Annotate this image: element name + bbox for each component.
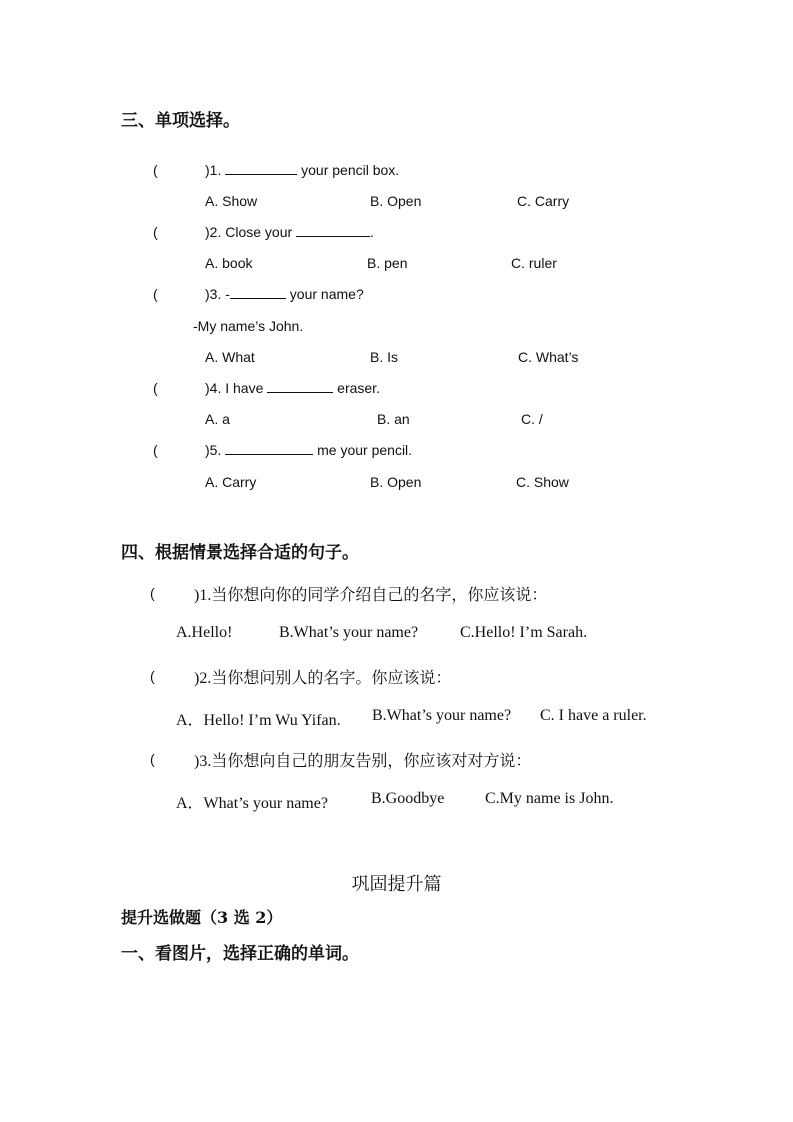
scenario-question-2 — [194, 665, 451, 688]
question-prompt: 当你想向自己的朋友告别，你应该对对方说： — [211, 753, 532, 770]
question-4 — [205, 380, 380, 396]
option-a: A. What — [205, 349, 255, 365]
option-c: C.My name is John. — [485, 790, 614, 807]
option-c: C. / — [521, 411, 543, 427]
question-number: )3. — [194, 753, 212, 770]
question-number: )1. — [194, 587, 212, 604]
part-subtitle: 提升选做题（3 选 2） — [121, 908, 283, 927]
answer-blank[interactable] — [230, 286, 286, 299]
answer-paren-open: ( — [150, 751, 155, 767]
question-number: )3. — [205, 286, 222, 302]
question-text-after: your name? — [285, 286, 364, 302]
dialog-reply: -My name’s John. — [193, 318, 304, 334]
option-b: B. Open — [370, 474, 422, 490]
question-1 — [205, 162, 399, 178]
question-5 — [205, 442, 412, 458]
option-b: B.What’s your name? — [279, 624, 419, 641]
question-text-before: I have — [225, 380, 268, 396]
option-a: A. Carry — [205, 474, 257, 490]
answer-paren-open: ( — [150, 668, 155, 684]
answer-paren-open: ( — [153, 380, 158, 396]
option-c: C.Hello! I’m Sarah. — [460, 624, 588, 641]
option-a: A. a — [205, 411, 230, 427]
question-number: )1. — [205, 162, 222, 178]
section1-title: 一、看图片，选择正确的单词。 — [121, 944, 359, 964]
answer-paren-open: ( — [153, 442, 158, 458]
option-c: C. I have a ruler. — [540, 707, 647, 724]
option-a: A．What’s your name? — [176, 795, 328, 812]
option-a: A. Show — [205, 193, 258, 209]
scenario-question-1 — [194, 582, 547, 605]
question-text-after: eraser. — [333, 380, 380, 396]
option-c: C. ruler — [511, 255, 557, 271]
option-a: A.Hello! — [176, 624, 233, 641]
option-b: B.Goodbye — [371, 790, 445, 807]
question-2 — [205, 224, 374, 240]
scenario-question-3 — [194, 748, 531, 771]
question-prompt: 当你想问别人的名字。你应该说： — [211, 670, 452, 687]
answer-paren-open: ( — [153, 162, 158, 178]
part-title: 巩固提升篇 — [351, 874, 442, 895]
question-number: )2. — [205, 224, 222, 240]
question-prompt: 当你想向你的同学介绍自己的名字，你应该说： — [211, 587, 548, 604]
answer-blank[interactable] — [296, 224, 370, 237]
option-c: C. Show — [516, 474, 569, 490]
question-number: )5. — [205, 442, 222, 458]
option-b: B. pen — [367, 255, 408, 271]
option-a: A. book — [205, 255, 253, 271]
answer-paren-open: ( — [153, 224, 158, 240]
option-b: B. an — [377, 411, 410, 427]
option-b: B. Open — [370, 193, 422, 209]
question-text-after: me your pencil. — [313, 442, 413, 458]
question-text-after: . — [370, 224, 374, 240]
option-b: B. Is — [370, 349, 399, 365]
question-text-before: Close your — [225, 224, 297, 240]
answer-paren-open: ( — [153, 286, 158, 302]
option-c: C. What’s — [518, 349, 579, 365]
answer-paren-open: ( — [150, 585, 155, 601]
answer-blank[interactable] — [267, 380, 333, 393]
section4-title: 四、根据情景选择合适的句子。 — [121, 543, 359, 563]
answer-blank[interactable] — [225, 442, 313, 455]
question-3 — [205, 286, 364, 302]
option-b: B.What’s your name? — [372, 707, 512, 724]
question-text-before: - — [225, 286, 230, 302]
question-number: )2. — [194, 670, 212, 687]
option-c: C. Carry — [517, 193, 570, 209]
option-a: A．Hello! I’m Wu Yifan. — [176, 712, 341, 729]
section3-title: 三、单项选择。 — [121, 111, 240, 131]
question-text-after: your pencil box. — [297, 162, 400, 178]
question-number: )4. — [205, 380, 222, 396]
answer-blank[interactable] — [225, 162, 297, 175]
